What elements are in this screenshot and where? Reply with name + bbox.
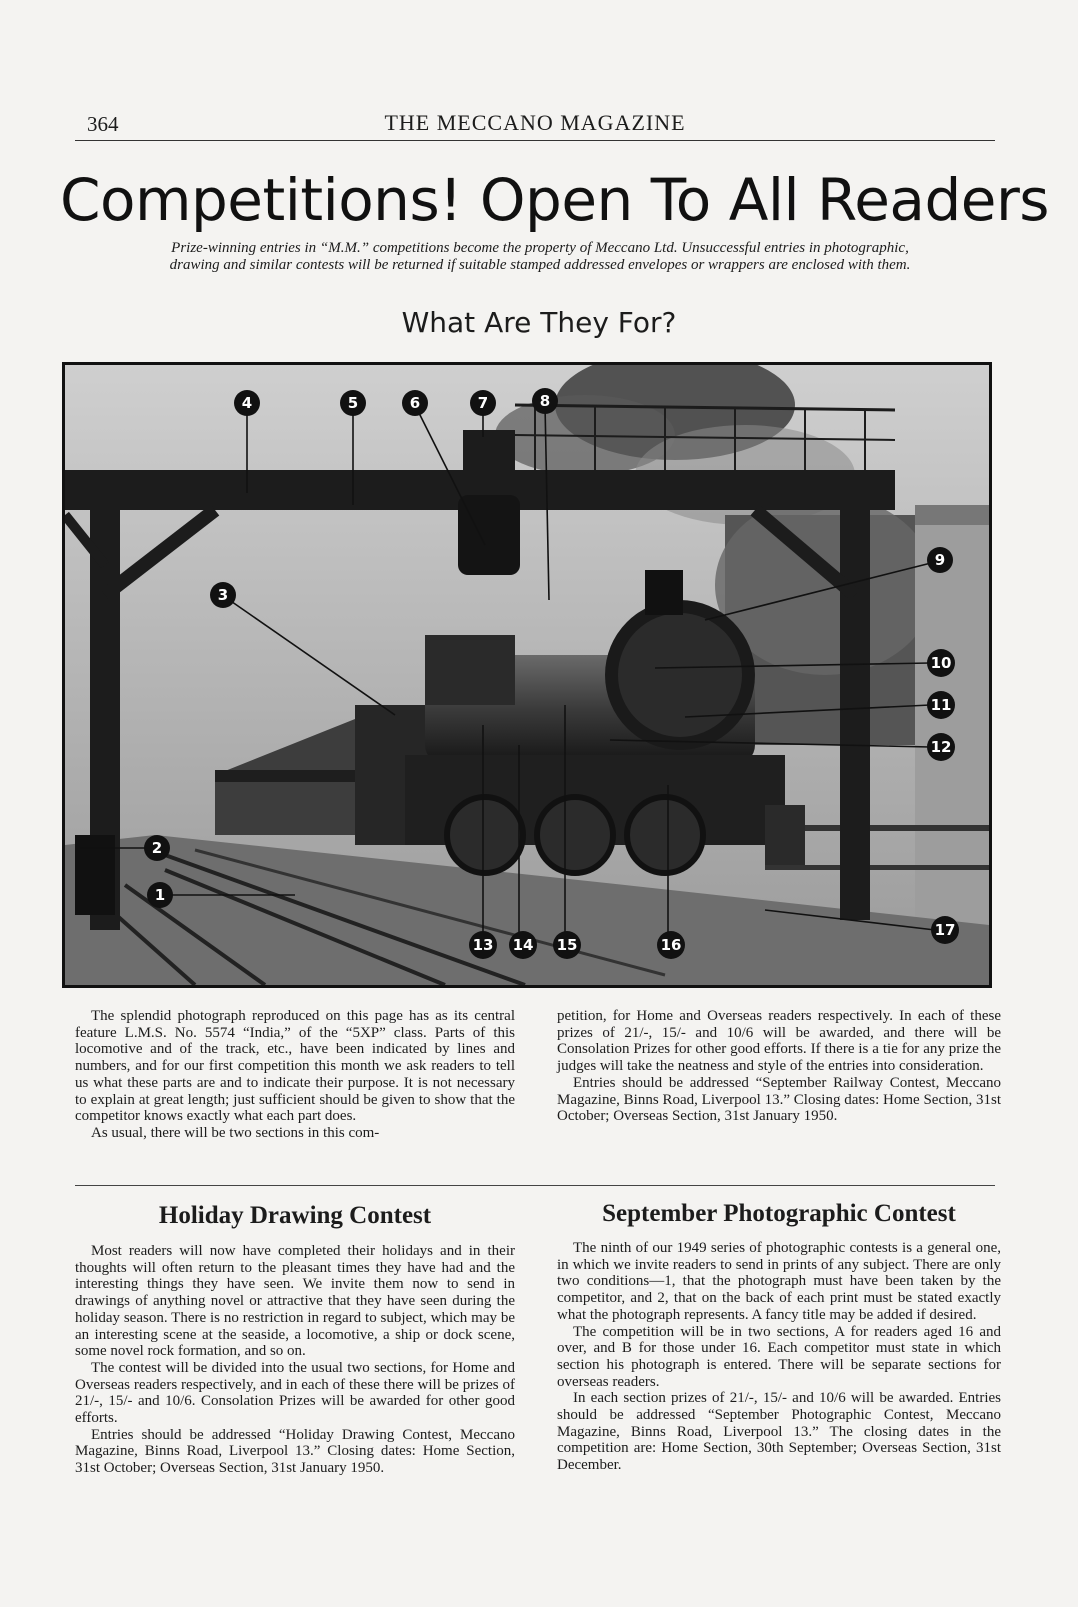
railway-contest-column-left bbox=[75, 1008, 515, 1142]
magazine-title: THE MECCANO MAGAZINE bbox=[384, 110, 686, 135]
callout-marker-11 bbox=[927, 691, 955, 719]
article-paragraph: In each section prizes of 21/-, 15/- and 10/6 will be awarded. Entries should be addressed “September Photographic Contest, Meccano Magazine, Binns Road, Liverpool 13.” The closing dates in the competition are: Home Section, 30th September; Overseas Section, 31st December. bbox=[557, 1390, 1001, 1474]
locomotive-photograph bbox=[62, 362, 992, 988]
page-number: 364 bbox=[87, 112, 119, 136]
callout-marker-16 bbox=[657, 931, 685, 959]
callout-number: 13 bbox=[472, 936, 494, 954]
callout-number: 16 bbox=[660, 936, 682, 954]
section-divider bbox=[75, 1185, 995, 1186]
article-paragraph: The competition will be in two sections, A for readers aged 16 and over, and B for those under 16. Each competitor must state in which section his photograph is entered. There will be separate sections for overseas readers. bbox=[557, 1323, 1001, 1390]
callout-number: 9 bbox=[934, 551, 946, 569]
callout-marker-10 bbox=[927, 649, 955, 677]
article-paragraph: petition, for Home and Overseas readers respectively. In each of these prizes of 21/-, 15/- and 10/6 will be awarded, and there will be Consolation Prizes for other good efforts. If there is a tie for any prize the judges will take the neatness and style of the entries into consideration. bbox=[557, 1008, 1001, 1075]
callout-number: 6 bbox=[409, 394, 421, 412]
callout-marker-15 bbox=[553, 931, 581, 959]
callout-marker-5 bbox=[340, 390, 366, 416]
callout-marker-4 bbox=[234, 390, 260, 416]
callout-marker-13 bbox=[469, 931, 497, 959]
page-headline: Competitions! Open To All Readers bbox=[60, 166, 1050, 234]
callout-number: 11 bbox=[930, 696, 952, 714]
callout-number: 4 bbox=[241, 394, 253, 412]
callout-marker-17 bbox=[931, 916, 959, 944]
callout-number: 7 bbox=[477, 394, 489, 412]
callout-number: 12 bbox=[930, 738, 952, 756]
photographic-contest-heading: September Photographic Contest bbox=[602, 1200, 956, 1227]
article-paragraph: Entries should be addressed “Holiday Drawing Contest, Meccano Magazine, Binns Road, Liverpool 13.” Closing dates: Home Section, 31st October; Overseas Section, 31st January 1950. bbox=[75, 1426, 515, 1477]
callout-marker-9 bbox=[927, 547, 953, 573]
callout-number: 1 bbox=[154, 886, 166, 904]
holiday-contest-heading: Holiday Drawing Contest bbox=[158, 1202, 432, 1229]
callout-number: 15 bbox=[556, 936, 578, 954]
holiday-contest-column bbox=[75, 1243, 515, 1477]
callout-marker-6 bbox=[402, 390, 428, 416]
competition-notice: Prize-winning entries in “M.M.” competitions become the property of Meccano Ltd. Unsuccessful entries in photographic, drawing and similar contests will be returned if suitable stamped addressed envelopes or wrappers are enclosed with them. bbox=[169, 240, 911, 273]
article-paragraph: Most readers will now have completed their holidays and in their thoughts will often return to the pleasant times they have had and the interesting things they have seen. We invite them now to send in drawings of anything novel or attractive that they have seen during the holiday season. There is no restriction in regard to subject, which may be an interesting scene at the seaside, a locomotive, a ship or dock scene, some novel rock formation, and so on. bbox=[75, 1243, 515, 1360]
callout-marker-14 bbox=[509, 931, 537, 959]
article-paragraph: The splendid photograph reproduced on this page has as its central feature L.M.S. No. 5574 “India,” of the “5XP” class. Parts of this locomotive and of the track, etc., have been indicated by lines and numbers, and for our first competition this month we ask readers to tell us what these parts are and to indicate their purpose. It is not necessary to explain at great length; just sufficient should be given to show that the competitor knows exactly what each part does. bbox=[75, 1008, 515, 1125]
photographic-contest-column bbox=[557, 1240, 1001, 1474]
article-paragraph: Entries should be addressed “September Railway Contest, Meccano Magazine, Binns Road, Liverpool 13.” Closing dates: Home Section, 31st October; Overseas Section, 31st January 1950. bbox=[557, 1074, 1001, 1125]
article-paragraph: The ninth of our 1949 series of photographic contests is a general one, in which we invite readers to send in prints of any subject. There are only two conditions—1, that the photograph must have been taken by the competitor, and 2, that on the back of each print must be stated exactly what the photograph represents. A fancy title may be added if desired. bbox=[557, 1240, 1001, 1323]
callout-number: 8 bbox=[539, 392, 551, 410]
callout-number: 2 bbox=[151, 839, 163, 857]
callout-marker-8 bbox=[532, 388, 558, 414]
callout-marker-3 bbox=[210, 582, 236, 608]
callout-number: 5 bbox=[347, 394, 359, 412]
callout-number: 3 bbox=[217, 586, 229, 604]
callout-number: 10 bbox=[930, 654, 952, 672]
feature-title: What Are They For? bbox=[401, 306, 677, 339]
callout-number: 17 bbox=[934, 921, 956, 939]
article-paragraph: As usual, there will be two sections in this com- bbox=[91, 1124, 380, 1141]
callout-marker-12 bbox=[927, 733, 955, 761]
running-head bbox=[75, 108, 995, 141]
railway-contest-column-right bbox=[557, 1008, 1001, 1125]
callout-marker-2 bbox=[144, 835, 170, 861]
callout-marker-7 bbox=[470, 390, 496, 416]
article-paragraph: The contest will be divided into the usual two sections, for Home and Overseas readers respectively, and in each of these there will be prizes of 21/-, 15/- and 10/6. Consolation Prizes will be awarded for other good efforts. bbox=[75, 1359, 515, 1427]
callout-number: 14 bbox=[512, 936, 534, 954]
callout-marker-1 bbox=[147, 882, 173, 908]
